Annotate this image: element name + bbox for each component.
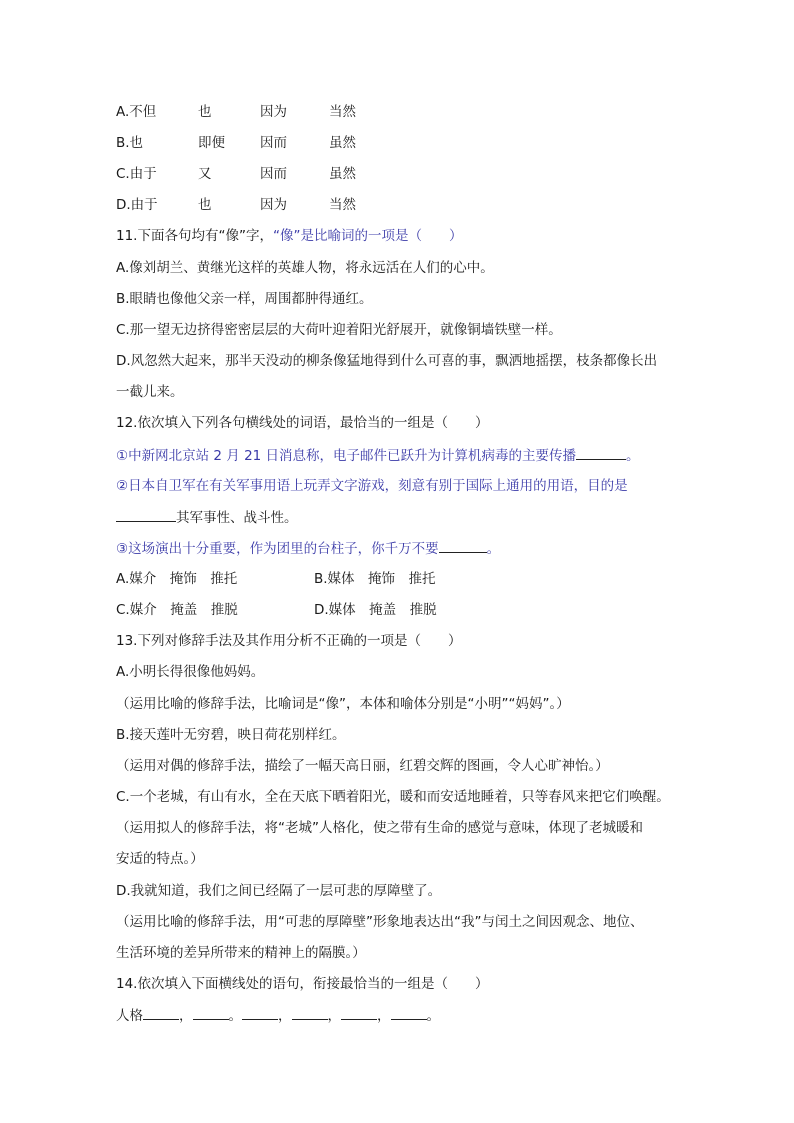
q13-option-c-note: （运用拟人的修辞手法，将“老城”人格化，使之带有生命的感觉与意味，体现了老城暖和 [116, 820, 643, 836]
option-cell: 又 [198, 166, 212, 182]
q11-option-a: A.像刘胡兰、黄继光这样的英雄人物，将永远活在人们的心中。 [116, 260, 494, 276]
option-cell: 当然 [329, 104, 356, 120]
q14-end: 。 [426, 1008, 440, 1024]
q12-option-b: B.媒体 掩饰 推托 [314, 571, 436, 587]
q13-option-d: D.我就知道，我们之间已经隔了一层可悲的厚障壁了。 [116, 883, 442, 899]
option-cell: D.由于 [116, 197, 158, 213]
q14-separator: 。 [228, 1008, 242, 1024]
option-cell: 因而 [260, 135, 287, 151]
q14-lead: 人格 [116, 1008, 143, 1024]
option-cell: 因而 [260, 166, 287, 182]
q13-option-b: B.接天莲叶无穷碧，映日荷花别样红。 [116, 727, 346, 743]
q12-sentence-2-continued [116, 507, 298, 528]
q13-option-c: C.一个老城，有山有水，全在天底下晒着阳光，暖和而安适地睡着，只等春风来把它们唤醒。 [116, 789, 670, 805]
option-cell: 也 [198, 197, 212, 213]
q13-stem: 13.下列对修辞手法及其作用分析不正确的一项是（ ） [116, 633, 462, 649]
fill-blank [341, 1005, 377, 1020]
q13-option-a-note: （运用比喻的修辞手法，比喻词是“像”，本体和喻体分别是“小明”“妈妈”。） [116, 696, 570, 712]
q12-option-a: A.媒介 掩饰 推托 [116, 571, 238, 587]
q12-sentence-2: ②日本自卫军在有关军事用语上玩弄文字游戏，刻意有别于国际上通用的用语，目的是 [116, 478, 628, 494]
q11-stem-question: “像”是比喻词的一项是（ ） [272, 228, 463, 244]
q11-stem-number: 11.下面各句均有“像”字， [116, 228, 273, 244]
fill-blank [439, 538, 487, 553]
q13-option-c-note-continued: 安适的特点。） [116, 851, 204, 867]
q11-option-d-continued: 一截儿来。 [116, 384, 184, 400]
option-cell: 因为 [260, 197, 287, 213]
q14-blanks-line [116, 1005, 440, 1026]
q12-option-d: D.媒体 掩盖 推脱 [314, 602, 437, 618]
option-cell: 也 [198, 104, 212, 120]
fill-blank [576, 445, 626, 460]
q12-stem: 12.依次填入下列各句横线处的词语，最恰当的一组是（ ） [116, 415, 489, 431]
q11-stem [116, 226, 462, 246]
fill-blank [143, 1005, 179, 1020]
option-cell: A.不但 [116, 104, 157, 120]
q13-option-a: A.小明长得很像他妈妈。 [116, 664, 265, 680]
q13-option-d-note-continued: 生活环境的差异所带来的精神上的隔膜。） [116, 945, 366, 961]
q12-sentence-1-end: 。 [626, 448, 640, 464]
q13-option-d-note: （运用比喻的修辞手法，用“可悲的厚障壁”形象地表达出“我”与闰土之间因观念、地位、 [116, 914, 644, 930]
q12-sentence-1-text: ①中新网北京站 2 月 21 日消息称，电子邮件已跃升为计算机病毒的主要传播 [116, 448, 577, 464]
q12-sentence-3-end: 。 [486, 541, 501, 557]
fill-blank [292, 1005, 328, 1020]
option-cell: 因为 [260, 104, 287, 120]
q14-separator: ， [179, 1008, 193, 1024]
q13-option-b-note: （运用对偶的修辞手法，描绘了一幅天高日丽，红碧交辉的图画，令人心旷神怡。） [116, 758, 609, 774]
q12-sentence-1 [116, 445, 640, 466]
option-cell: C.由于 [116, 166, 157, 182]
q11-option-c: C.那一望无边挤得密密层层的大荷叶迎着阳光舒展开，就像铜墙铁壁一样。 [116, 322, 562, 338]
option-cell: 虽然 [329, 135, 356, 151]
option-cell: B.也 [116, 135, 144, 151]
q14-stem: 14.依次填入下面横线处的语句，衔接最恰当的一组是（ ） [116, 976, 489, 992]
option-cell: 当然 [329, 197, 356, 213]
option-cell: 即便 [198, 135, 225, 151]
fill-blank [193, 1005, 229, 1020]
q11-option-b: B.眼睛也像他父亲一样，周围都肿得通红。 [116, 291, 373, 307]
fill-blank [391, 1005, 427, 1020]
fill-blank [242, 1005, 278, 1020]
q14-separator: ， [327, 1008, 341, 1024]
option-cell: 虽然 [329, 166, 356, 182]
q12-sentence-3-text: ③这场演出十分重要，作为团里的台柱子，你千万不要 [116, 541, 439, 557]
q12-sentence-3 [116, 538, 500, 559]
q12-option-c: C.媒介 掩盖 推脱 [116, 602, 238, 618]
q14-separator: ， [278, 1008, 292, 1024]
q11-option-d: D.风忽然大起来，那半天没动的柳条像猛地得到什么可喜的事，飘洒地摇摆，枝条都像长出 [116, 353, 658, 369]
q14-separator: ， [377, 1008, 391, 1024]
fill-blank [116, 507, 176, 522]
q12-sentence-2-end: 其军事性、战斗性。 [176, 510, 298, 526]
